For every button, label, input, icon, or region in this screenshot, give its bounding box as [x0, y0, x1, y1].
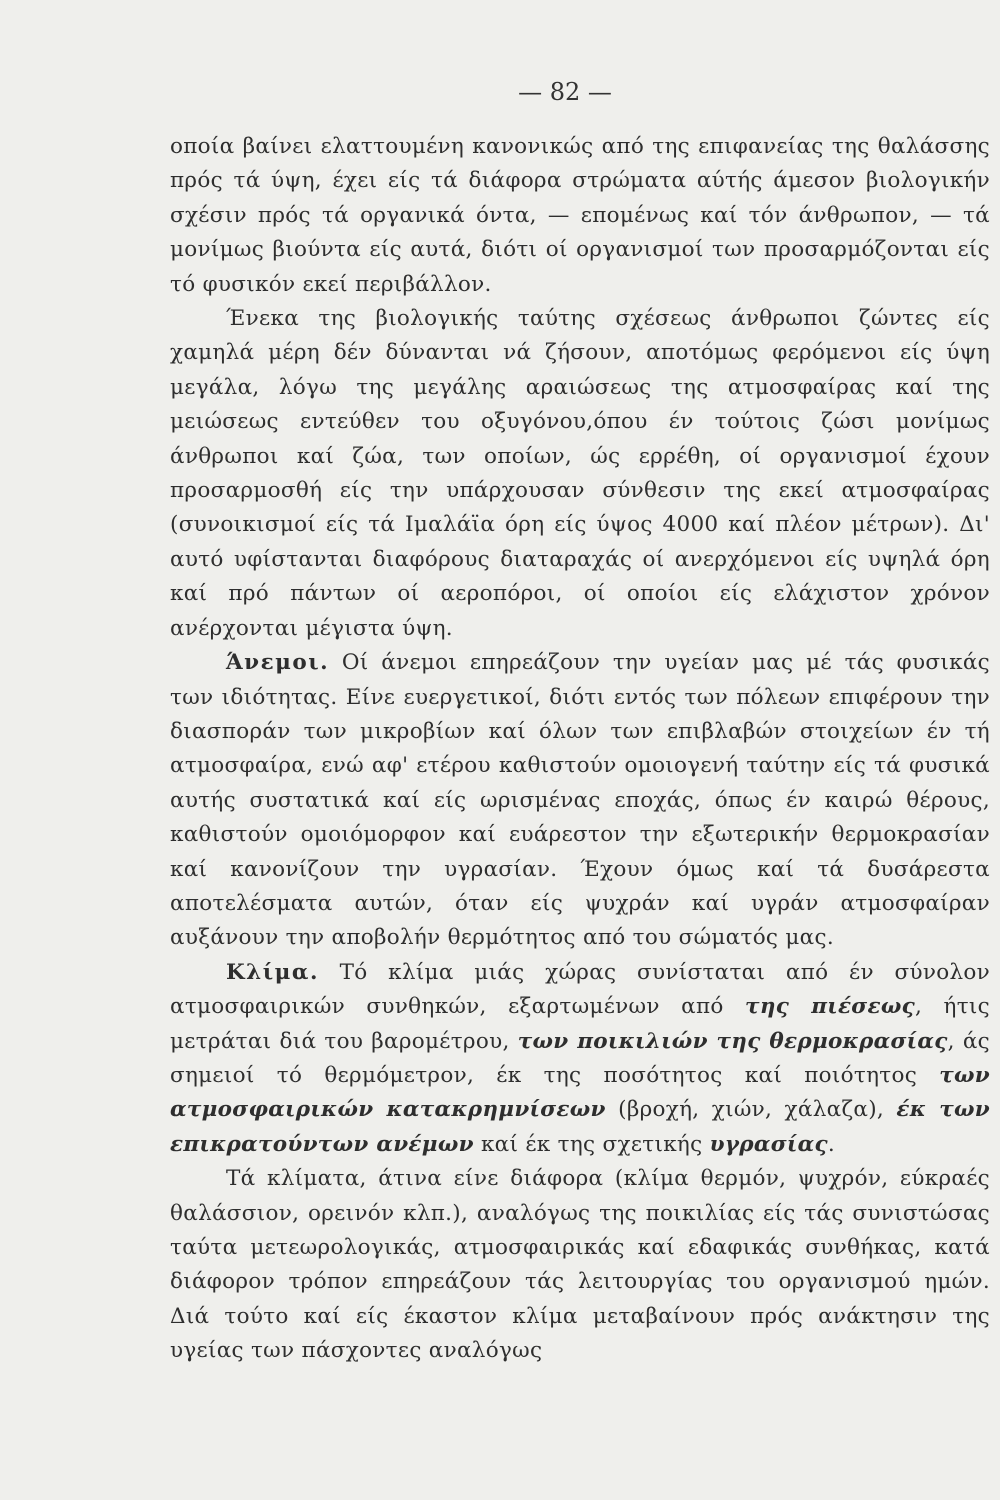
- emphasis-text: έκ των επικρατούντων ανέμων: [170, 1097, 990, 1157]
- page-number: — 82 —: [518, 78, 612, 106]
- body-text: [170, 130, 990, 1369]
- paragraph: [170, 956, 990, 1162]
- paragraph: Τά κλίματα, άτινα είνε διάφορα (κλίμα θερμόν, ψυχρόν, εύκραές θαλάσσιον, ορεινόν κλπ.), αναλόγως της ποικιλίας είς τάς συνιστώσας ταύτα μετεωρολογικάς, ατμοσφαιρικάς καί εδαφικάς συνθήκας, κατά διάφορον τρόπον επηρεάζουν τάς λειτουργίας του οργανισμού ημών. Διά τούτο καί είς έκαστον κλίμα μεταβαίνουν πρός ανάκτησιν της υγείας των πάσχοντες αναλόγως: [170, 1166, 990, 1364]
- emphasis-text: των ατμοσφαιρικών κατακρημνίσεων: [170, 1062, 990, 1123]
- emphasis-text: υγρασίας: [709, 1131, 828, 1157]
- emphasis-text: της πιέσεως: [745, 994, 915, 1020]
- paragraph-text: Οί άνεμοι επηρεάζουν την υγείαν μας μέ τάς φυσικάς των ιδιότητας. Είνε ευεργετικοί, διότι εντός των πόλεων επιφέρουν την διασποράν των μικροβίων καί όλων των επιβλαβών στοιχείων έν τή ατμοσφαίρα, ενώ αφ' ετέρου καθιστούν ομοιογενή ταύτην είς τά φυσικά αυτής συστατικά καί είς ωρισμένας εποχάς, όπως έν καιρώ θέρους, καθιστούν ομοιόμορφον καί ευάρεστον την εξωτερικήν θερμοκρασίαν καί κανονίζουν την υγρασίαν. Έχουν όμως καί τά δυσάρεστα αποτελέσματα αυτών, όταν είς ψυχράν καί υγράν ατμοσφαίραν αυξάνουν την αποβολήν θερμότητος από του σώματός μας.: [170, 650, 990, 951]
- paragraph-text: , άς σημειοί τό θερμόμετρον, έκ της ποσότητος καί ποιότητος: [170, 1028, 990, 1088]
- paragraph: οποία βαίνει ελαττουμένη κανονικώς από της επιφανείας της θαλάσσης πρός τά ύψη, έχει είς τά διάφορα στρώματα αύτής άμεσον βιολογικήν σχέσιν πρός τά οργανικά όντα, — επομένως καί τόν άνθρωπον, — τά μονίμως βιούντα είς αυτά, διότι οί οργανισμοί των προσαρμόζονται είς τό φυσικόν εκεί περιβάλλον.: [170, 134, 990, 297]
- section-heading-climate: Κλίμα.: [226, 959, 319, 985]
- paragraph: [170, 646, 990, 956]
- paragraph-text: Τό κλίμα μιάς χώρας συνίσταται από έν σύνολον ατμοσφαιρικών συνθηκών, εξαρτωμένων από: [170, 959, 991, 1020]
- paragraph-text: , ήτις μετράται διά του βαρομέτρου,: [170, 994, 990, 1054]
- paragraph-text: καί έκ της σχετικής: [473, 1131, 710, 1157]
- paragraph: Ένεκα της βιολογικής ταύτης σχέσεως άνθρωποι ζώντες είς χαμηλά μέρη δέν δύνανται νά ζήσουν, αποτόμως φερόμενοι είς ύψη μεγάλα, λόγω της μεγάλης αραιώσεως της ατμοσφαίρας καί της μειώσεως εντεύθεν του οξυγόνου,όπου έν τούτοις ζώσι μονίμως άνθρωποι καί ζώα, των οποίων, ώς ερρέθη, οί οργανισμοί έχουν προσαρμοσθή είς την υπάρχουσαν σύνθεσιν της εκεί ατμοσφαίρας (συνοικισμοί είς τά Ιμαλάϊα όρη είς ύψος 4000 καί πλέον μέτρων). Δι' αυτό υφίστανται διαφόρους διαταραχάς οί ανερχόμενοι είς υψηλά όρη καί πρό πάντων οί αεροπόροι, οί οποίοι είς ελάχιστον χρόνον ανέρχονται μέγιστα ύψη.: [170, 306, 990, 641]
- paragraph-text: (βροχή, χιών, χάλαζα),: [605, 1097, 897, 1123]
- paragraph-text: .: [827, 1131, 835, 1157]
- emphasis-text: των ποικιλιών της θερμοκρασίας: [517, 1028, 948, 1054]
- section-heading-winds: Άνεμοι.: [226, 650, 330, 676]
